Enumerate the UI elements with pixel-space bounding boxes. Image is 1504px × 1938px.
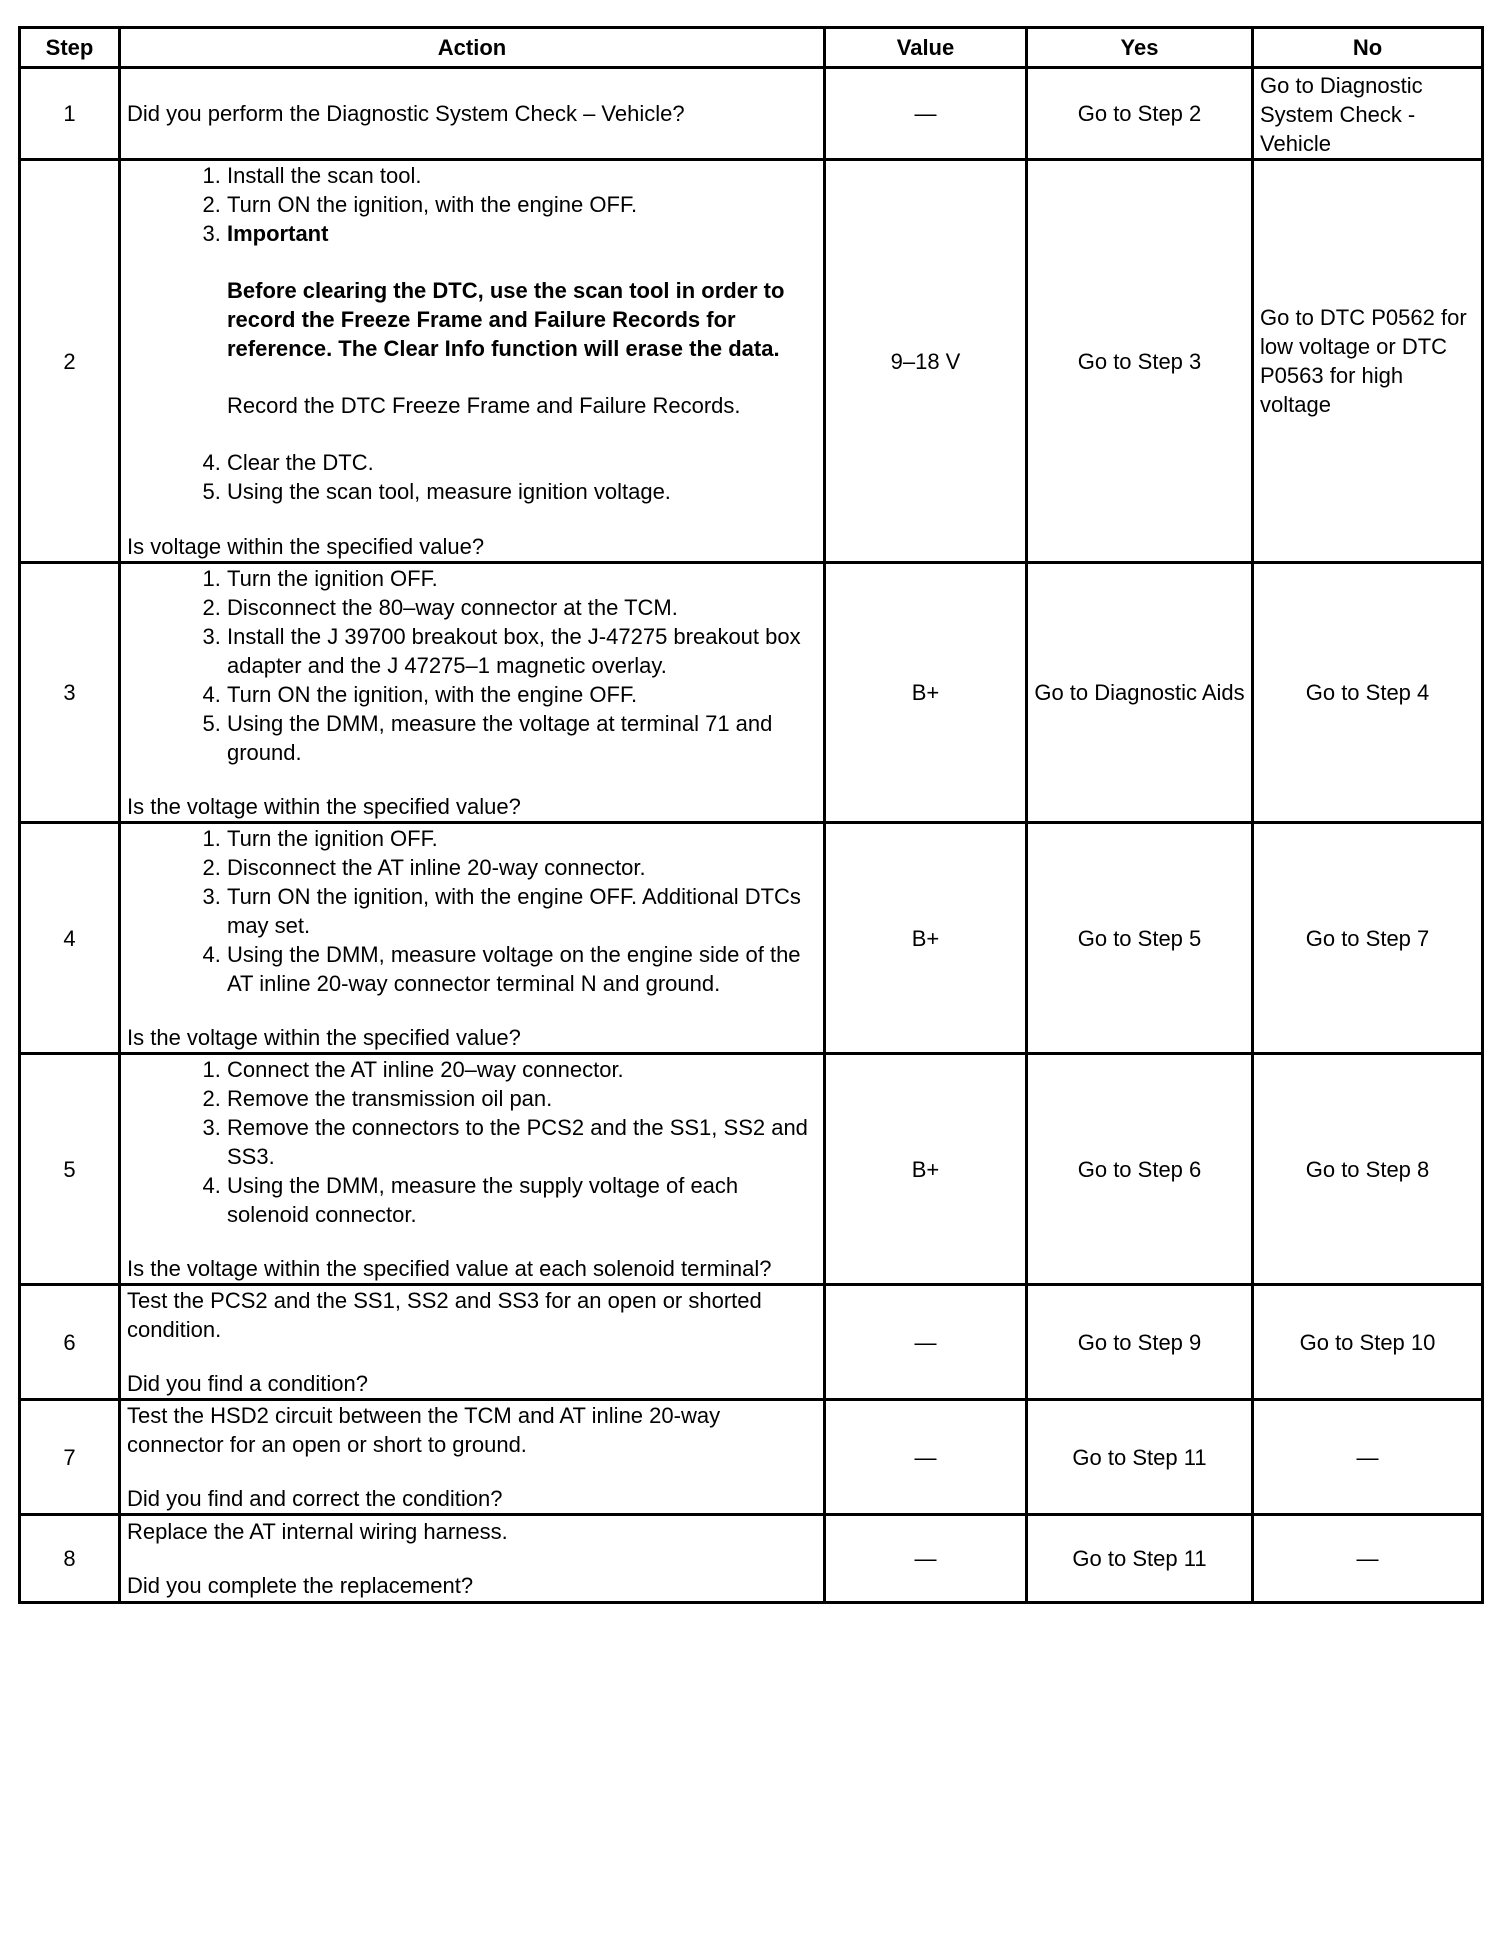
list-item: 2. Remove the transmission oil pan. <box>227 1084 817 1113</box>
action-text: Test the HSD2 circuit between the TCM and AT inline 20-way connector for an open or short to ground. <box>127 1403 721 1457</box>
record-instruction: Record the DTC Freeze Frame and Failure Records. <box>227 393 741 418</box>
header-step: Step <box>20 28 120 68</box>
spec-value: 9–18 V <box>825 160 1027 563</box>
list-item <box>227 219 817 420</box>
action-cell <box>120 823 825 1054</box>
table-row <box>20 1054 1483 1285</box>
step-number: 3 <box>20 563 120 823</box>
list-item: 3. Remove the connectors to the PCS2 and the SS1, SS2 and SS3. <box>227 1113 817 1171</box>
list-item: 1. Turn the ignition OFF. <box>227 564 817 593</box>
list-item: 4. Using the DMM, measure voltage on the engine side of the AT inline 20-way connector terminal N and ground. <box>227 940 817 998</box>
procedure-list <box>127 161 817 506</box>
procedure-list <box>127 564 817 767</box>
list-item: 4. Using the DMM, measure the supply voltage of each solenoid connector. <box>227 1171 817 1229</box>
table-row <box>20 68 1483 160</box>
yes-result: Go to Step 3 <box>1027 160 1253 563</box>
important-heading: 3. Important <box>227 221 329 246</box>
action-text: Did you perform the Diagnostic System Check – Vehicle? <box>120 68 825 160</box>
header-action: Action <box>120 28 825 68</box>
step-number: 7 <box>20 1400 120 1515</box>
question-text: Did you find and correct the condition? <box>127 1486 503 1511</box>
yes-result: Go to Step 9 <box>1027 1285 1253 1400</box>
step-number: 6 <box>20 1285 120 1400</box>
step-number: 5 <box>20 1054 120 1285</box>
question-text: Did you find a condition? <box>127 1371 368 1396</box>
no-result: Go to Step 4 <box>1253 563 1483 823</box>
question-text: Is the voltage within the specified value? <box>127 794 521 819</box>
header-row <box>20 28 1483 68</box>
spec-value: — <box>825 1400 1027 1515</box>
step-number: 8 <box>20 1515 120 1603</box>
action-cell <box>120 563 825 823</box>
question-text: Is the voltage within the specified value? <box>127 1025 521 1050</box>
important-note: Before clearing the DTC, use the scan tool in order to record the Freeze Frame and Failure Records for reference. The Clear Info function will erase the data. <box>227 278 785 361</box>
table-row <box>20 1515 1483 1603</box>
list-item: 1. Install the scan tool. <box>227 161 817 190</box>
spec-value: B+ <box>825 1054 1027 1285</box>
list-item: 3. Turn ON the ignition, with the engine OFF. Additional DTCs may set. <box>227 882 817 940</box>
table-row <box>20 1285 1483 1400</box>
list-item: 2. Disconnect the 80–way connector at the TCM. <box>227 593 817 622</box>
action-cell <box>120 1285 825 1400</box>
header-yes: Yes <box>1027 28 1253 68</box>
list-item: 3. Install the J 39700 breakout box, the J-47275 breakout box adapter and the J 47275–1 magnetic overlay. <box>227 622 817 680</box>
no-result: Go to Step 10 <box>1253 1285 1483 1400</box>
yes-result: Go to Step 2 <box>1027 68 1253 160</box>
header-no: No <box>1253 28 1483 68</box>
no-result: — <box>1253 1400 1483 1515</box>
action-cell <box>120 1515 825 1603</box>
table-row <box>20 823 1483 1054</box>
question-text: Is the voltage within the specified value at each solenoid terminal? <box>127 1256 772 1281</box>
table-row <box>20 1400 1483 1515</box>
list-item: 2. Disconnect the AT inline 20-way connector. <box>227 853 817 882</box>
spec-value: B+ <box>825 823 1027 1054</box>
action-cell <box>120 1054 825 1285</box>
header-value: Value <box>825 28 1027 68</box>
list-item: 4. Turn ON the ignition, with the engine OFF. <box>227 680 817 709</box>
list-item: 2. Turn ON the ignition, with the engine OFF. <box>227 190 817 219</box>
no-result: Go to DTC P0562 for low voltage or DTC P0563 for high voltage <box>1253 160 1483 563</box>
yes-result: Go to Step 6 <box>1027 1054 1253 1285</box>
table-row <box>20 160 1483 563</box>
table-row <box>20 563 1483 823</box>
spec-value: — <box>825 68 1027 160</box>
procedure-list <box>127 824 817 998</box>
yes-result: Go to Diagnostic Aids <box>1027 563 1253 823</box>
spec-value: B+ <box>825 563 1027 823</box>
list-item: 5. Using the scan tool, measure ignition voltage. <box>227 477 817 506</box>
yes-result: Go to Step 5 <box>1027 823 1253 1054</box>
list-item: 5. Using the DMM, measure the voltage at terminal 71 and ground. <box>227 709 817 767</box>
list-item: 1. Turn the ignition OFF. <box>227 824 817 853</box>
action-cell <box>120 160 825 563</box>
yes-result: Go to Step 11 <box>1027 1515 1253 1603</box>
action-text: Test the PCS2 and the SS1, SS2 and SS3 for an open or shorted condition. <box>127 1288 762 1342</box>
diagnostic-table <box>18 26 1484 1604</box>
step-number: 2 <box>20 160 120 563</box>
no-result: Go to Step 7 <box>1253 823 1483 1054</box>
action-cell <box>120 1400 825 1515</box>
list-item: 4. Clear the DTC. <box>227 448 817 477</box>
no-result: Go to Diagnostic System Check - Vehicle <box>1253 68 1483 160</box>
no-result: — <box>1253 1515 1483 1603</box>
action-text: Replace the AT internal wiring harness. <box>127 1519 508 1544</box>
spec-value: — <box>825 1515 1027 1603</box>
step-number: 4 <box>20 823 120 1054</box>
yes-result: Go to Step 11 <box>1027 1400 1253 1515</box>
question-text: Did you complete the replacement? <box>127 1573 474 1598</box>
procedure-list <box>127 1055 817 1229</box>
list-item: 1. Connect the AT inline 20–way connector. <box>227 1055 817 1084</box>
question-text: Is voltage within the specified value? <box>127 534 485 559</box>
spec-value: — <box>825 1285 1027 1400</box>
step-number: 1 <box>20 68 120 160</box>
no-result: Go to Step 8 <box>1253 1054 1483 1285</box>
